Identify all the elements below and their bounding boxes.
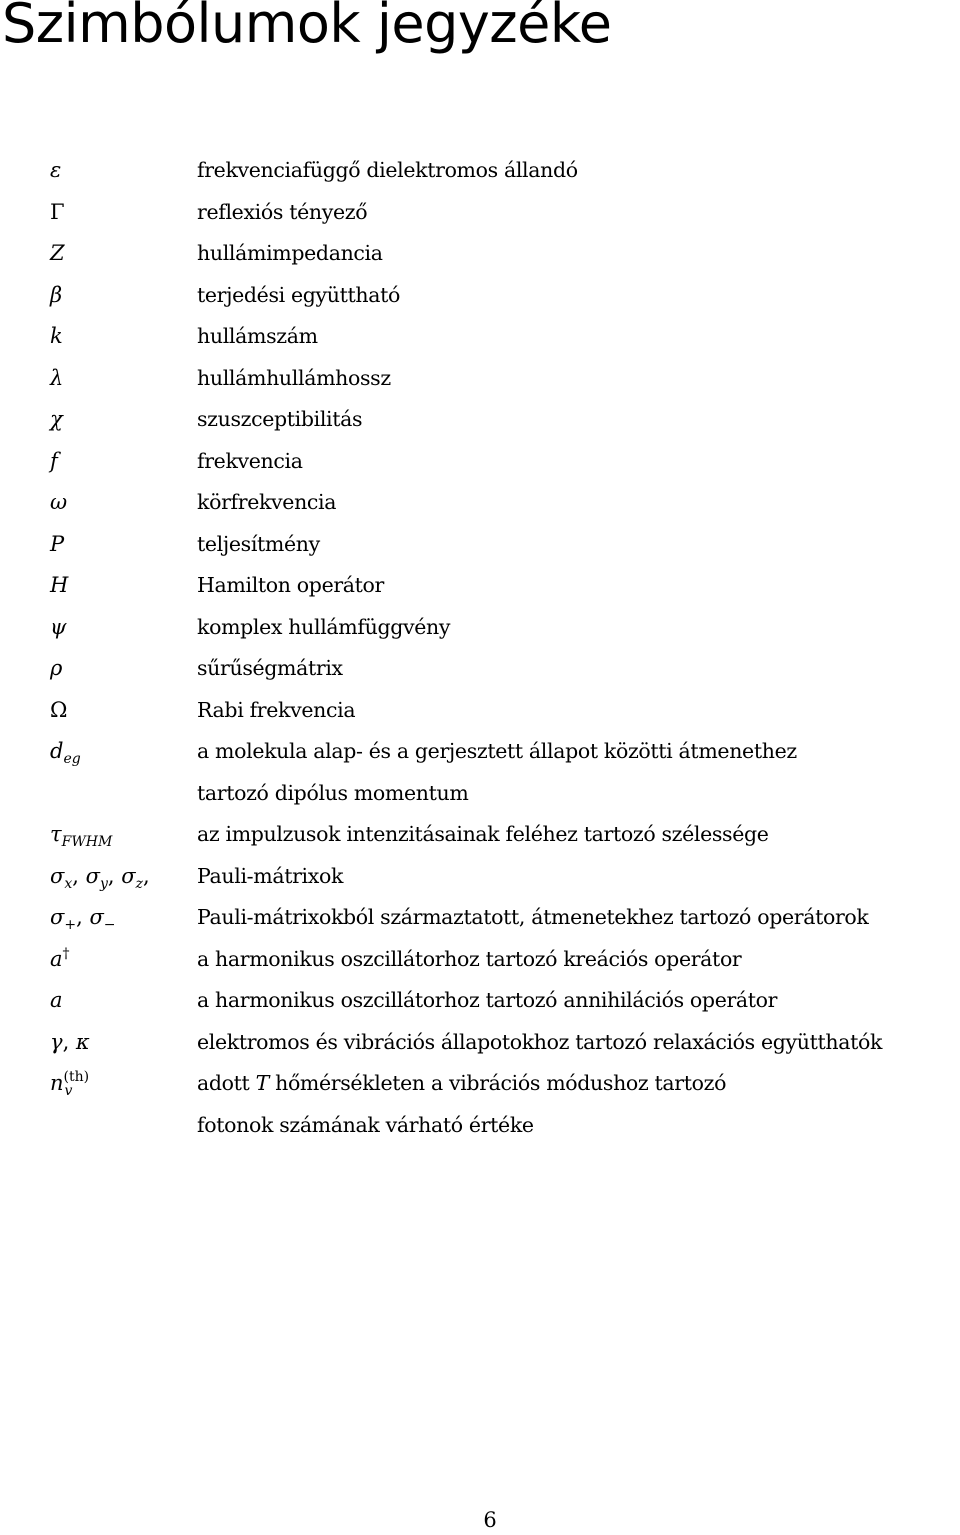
description-psi: komplex hullámfüggvény [197, 614, 451, 639]
symbol-f: f [50, 448, 58, 473]
symbol-row-p [0, 524, 960, 566]
symbol-tau-fwhm-base: τ [50, 822, 62, 846]
description-a: a harmonikus oszcillátorhoz tartozó annihilációs operátor [197, 988, 778, 1012]
symbol-n-th-sub: v [64, 1082, 73, 1099]
symbol-row-gamma-kappa [0, 1022, 960, 1064]
symbol-sigma-z: σ [121, 863, 136, 888]
symbol-gamma-capital [50, 192, 65, 234]
page-number: 6 [483, 1508, 497, 1532]
symbol-gamma: γ [50, 1029, 63, 1054]
description-n-th-var: T [255, 1071, 269, 1095]
symbol-n-th [50, 1063, 89, 1105]
description-omega: körfrekvencia [197, 490, 337, 514]
description-gamma-capital: reflexiós tényező [197, 199, 368, 224]
symbol-z: Z [50, 241, 65, 265]
symbol-tau-fwhm [50, 814, 112, 856]
symbol-chi: χ [50, 407, 63, 431]
symbol-omega-capital-glyph: Ω [50, 697, 68, 722]
description-n-th [197, 1063, 960, 1146]
symbol-row-a-dagger [0, 939, 960, 981]
symbol-d-eg-sub: eg [63, 751, 81, 768]
symbol-row-d-eg [0, 731, 960, 814]
symbol-a-dagger-base: a [50, 946, 63, 971]
description-d-eg-line-1: a molekula alap- és a gerjesztett állapot közötti átmenethez [197, 739, 797, 763]
symbol-p: P [50, 531, 65, 556]
symbol-row-pauli [0, 856, 960, 898]
symbol-a-dagger-sup: † [62, 945, 70, 962]
description-chi: szuszceptibilitás [197, 407, 363, 431]
symbol-row-a [0, 980, 960, 1022]
symbol-sigma-plus: σ [50, 905, 65, 929]
symbol-row-n-th [0, 1063, 960, 1146]
symbol-row-k [0, 316, 960, 358]
description-h: Hamilton operátor [197, 573, 384, 597]
description-n-th-pre: adott [197, 1071, 256, 1095]
symbol-row-epsilon [0, 150, 960, 192]
symbol-sigma-y-sub: y [99, 875, 108, 892]
symbol-sigma-x-sub: x [64, 875, 73, 892]
description-d-eg-line-2: tartozó dipólus momentum [197, 780, 469, 805]
description-gamma-kappa: elektromos és vibrációs állapotokhoz tartozó relaxációs együtthatók [197, 1029, 883, 1054]
symbol-sigma-pm: $\sigma_+$, $\sigma_-$ [50, 905, 116, 934]
description-n-th-line-2: fotonok számának várható értéke [197, 1112, 534, 1137]
description-omega-capital: Rabi frekvencia [197, 697, 356, 722]
symbol-row-omega-capital [0, 690, 960, 732]
symbol-gamma-kappa: γ, κ [50, 1029, 90, 1054]
symbol-omega: ω [50, 490, 68, 514]
symbol-d-eg-base: d [50, 739, 64, 763]
description-d-eg [197, 731, 960, 814]
description-f: frekvencia [197, 448, 303, 473]
symbol-row-lambda [0, 358, 960, 400]
description-lambda: hullámhullámhossz [197, 365, 391, 390]
description-pauli: Pauli-mátrixok [197, 863, 344, 888]
symbol-row-gamma-capital [0, 192, 960, 234]
symbol-row-h [0, 565, 960, 607]
symbol-gamma-capital-glyph: Γ [50, 199, 65, 224]
symbol-psi: ψ [50, 614, 67, 639]
symbol-epsilon: ε [50, 158, 62, 182]
description-epsilon: frekvenciafüggő dielektromos állandó [197, 158, 578, 182]
symbol-rho: ρ [50, 656, 63, 680]
symbol-beta: β [50, 282, 63, 307]
symbol-n-th-base: n [50, 1071, 64, 1095]
symbol-row-z [0, 233, 960, 275]
description-n-th-post: hőmérsékleten a vibrációs módushoz tartozó [268, 1071, 727, 1095]
description-k: hullámszám [197, 324, 318, 348]
symbol-row-chi [0, 399, 960, 441]
description-a-dagger: a harmonikus oszcillátorhoz tartozó kreációs operátor [197, 946, 742, 971]
symbol-row-rho [0, 648, 960, 690]
symbol-a: a [50, 988, 63, 1012]
description-tau-fwhm: az impulzusok intenzitásainak feléhez tartozó szélessége [197, 822, 769, 846]
symbol-row-beta [0, 275, 960, 317]
symbol-lambda: λ [50, 365, 64, 390]
symbol-list [0, 150, 960, 1146]
description-p: teljesítmény [197, 531, 320, 556]
symbol-a-dagger [50, 939, 70, 981]
symbol-row-f [0, 441, 960, 483]
symbol-omega-capital [50, 690, 67, 732]
description-beta: terjedési együttható [197, 282, 401, 307]
symbol-k: k [50, 324, 63, 348]
description-n-th-line-1 [197, 1063, 960, 1105]
symbol-n-th-sup: (th) [63, 1068, 90, 1085]
description-z: hullámimpedancia [197, 241, 383, 265]
symbol-sigma-x: σ [50, 863, 65, 888]
symbol-sigma-z-sub: z [135, 875, 143, 892]
symbol-pauli: $\sigma_x$, $\sigma_y$, $\sigma_z$, [50, 863, 150, 892]
description-sigma-pm: Pauli-mátrixokból származtatott, átmenetekhez tartozó operátorok [197, 905, 869, 929]
description-rho: sűrűségmátrix [197, 656, 343, 680]
page-title: Szimbólumok jegyzéke [2, 0, 612, 55]
symbol-row-sigma-pm [0, 897, 960, 939]
symbol-sigma-y: σ [85, 863, 100, 888]
symbol-row-omega [0, 482, 960, 524]
symbol-d-eg [50, 731, 81, 773]
symbol-row-tau-fwhm [0, 814, 960, 856]
symbol-h: H [50, 573, 69, 597]
symbol-row-psi [0, 607, 960, 649]
symbol-sigma-minus-sub: − [103, 917, 116, 934]
symbol-kappa: κ [75, 1029, 90, 1054]
symbol-sigma-minus: σ [89, 905, 104, 929]
symbol-tau-fwhm-sub: FWHM [61, 834, 113, 851]
symbol-sigma-plus-sub: + [64, 917, 77, 934]
